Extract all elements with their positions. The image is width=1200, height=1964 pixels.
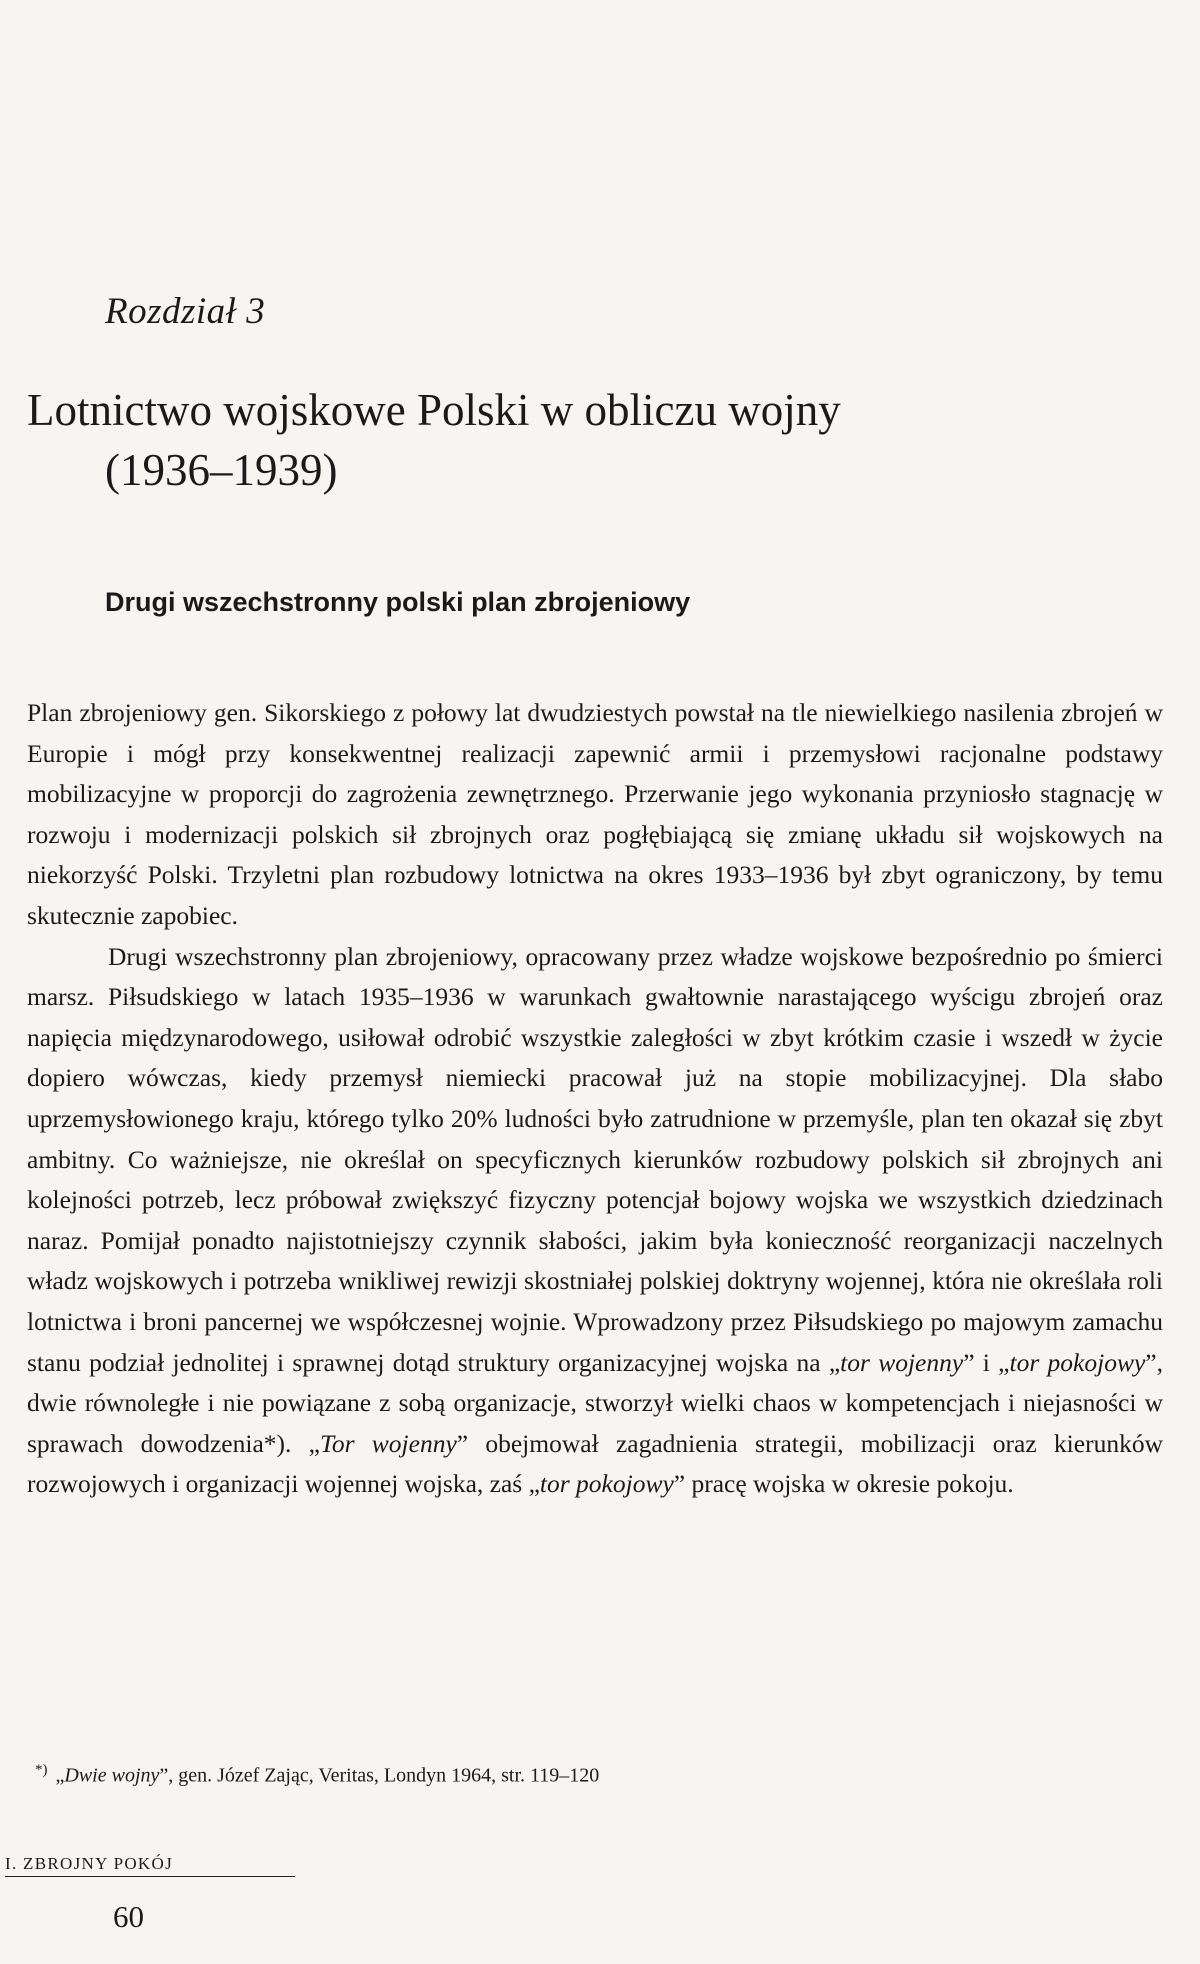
footnote-title: Dwie wojny [64,1764,160,1787]
paragraph-2 [27,937,1163,1505]
chapter-title [27,380,1127,500]
footnote-open-quote: „ [55,1764,65,1787]
section-heading: Drugi wszechstronny polski plan zbrojeniowy [105,587,691,617]
footnote [27,1756,1127,1790]
footnote-text: ”, gen. Józef Zając, Veritas, Londyn 1964, str. 119–120 [159,1764,600,1787]
paragraph-2-text-5: ” pracę wojska w okresie pokoju. [673,1469,1014,1499]
paragraph-2-text-2: ” i „ [963,1347,1010,1377]
chapter-label: Rozdział 3 [105,291,266,332]
footnote-mark: *) [35,1762,48,1778]
paragraph-2-text-1: Drugi wszechstronny plan zbrojeniowy, opracowany przez władze wojskowe bezpośrednio po śmierci marsz. Piłsudskiego w latach 1935–1936 w warunkach gwałtownie narastającego wyścigu zbrojeń oraz napięcia międzynarodowego, usiłował odrobić wszystkie zaległości w zbyt krótkim czasie i wszedł w życie dopiero wówczas, kiedy przemysł niemiecki pracował już na stopie mobilizacyjnej. Dla słabo uprzemysłowionego kraju, którego tylko 20% ludności było zatrudnione w przemyśle, plan ten okazał się zbyt ambitny. Co ważniejsze, nie określał on specyficznych kierunków rozbudowy polskich sił zbrojnych ani kolejności potrzeb, lecz próbował zwiększyć fizyczny potencjał bojowy wojska we wszystkich dziedzinach naraz. Pomijał ponadto najistotniejszy czynnik słabości, jakim była konieczność reorganizacji naczelnych władz wojskowych i potrzeba wnikliwej rewizji skostniałej polskiej doktryny wojennej, która nie określała roli lotnictwa i broni pancernej we współczesnej wojnie. Wprowadzony przez Piłsudskiego po majowym zamachu stanu podział jednolitej i sprawnej dotąd struktury organizacyjnej wojska na „ [27,941,1163,1377]
paragraph-2-text-4: ” obejmował zagadnienia strategii, mobilizacji oraz kierunków rozwojowych i organizacji wojennej wojska, zaś „ [27,1428,1163,1499]
paragraph-1: Plan zbrojeniowy gen. Sikorskiego z połowy lat dwudziestych powstał na tle niewielkiego nasilenia zbrojeń w Europie i mógł przy konsekwentnej realizacji zapewnić armii i przemysłowi racjonalne podstawy mobilizacyjne w proporcji do zagrożenia zewnętrznego. Przerwanie jego wykonania przyniosło stagnację w rozwoju i modernizacji polskich sił zbrojnych oraz pogłębiającą się zmianę układu sił wojskowych na niekorzyść Polski. Trzyletni plan rozbudowy lotnictwa na okres 1933–1936 był zbyt ograniczony, by temu skutecznie zapobiec. [27,698,1163,930]
paragraph-2-italic-3: Tor wojenny [319,1428,457,1458]
body-text [27,693,1163,1505]
chapter-title-line2: (1936–1939) [105,445,338,495]
running-footer: I. ZBROJNY POKÓJ [5,1854,295,1877]
paragraph-2-italic-2: tor pokojowy [1009,1347,1146,1377]
page-number: 60 [113,1899,144,1934]
paragraph-2-italic-1: tor wojenny [840,1347,964,1377]
paragraph-2-text-3: ”, dwie równoległe i nie powiązane z sobą organizacje, stworzył wielki chaos w kompetencjach i niejasności w sprawach dowodzenia*). „ [27,1347,1163,1458]
chapter-title-line1: Lotnictwo wojskowe Polski w obliczu wojny [27,385,841,435]
paragraph-2-italic-4: tor pokojowy [539,1469,674,1499]
